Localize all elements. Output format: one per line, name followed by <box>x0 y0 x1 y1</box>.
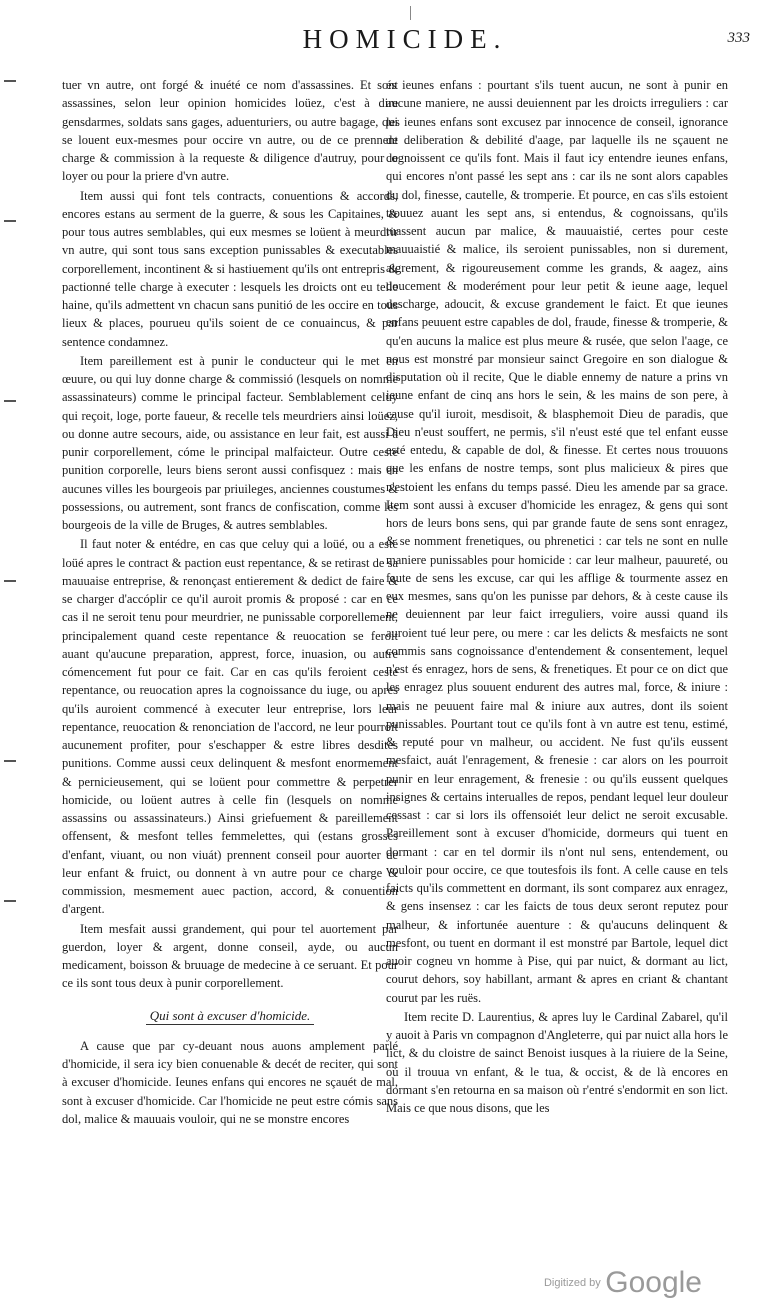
paragraph: Item aussi qui font tels contracts, conuentions & accords, encores estans au serment de la guerre, & sous les Capitaines, & pour tous autres semblables, qui eux mesmes se loüent à meurdrir vn autre, qui sont tous sans exception punissables & executables corporellement, incontinent & si hastiuement qu'ils ont entrepris & pactionné telle charge à executer : lesquels les droicts ont eu telle haine, qu'ils admettent vn chacun sans punitió de les occire en tous lieux & places, pourueu qu'ils soient de ce conuaincus, & par sentence condamnez. <box>62 188 398 349</box>
paragraph: Item recite D. Laurentius, & apres luy le Cardinal Zabarel, qu'il y auoit à Paris vn compagnon d'Angleterre, qui par nuict alla hors le lict, & du cloistre de sainct Benoist iusques à la riuiere de la Seine, où il trouua vn enfant, & le tua, & occist, & de là encores en dormant s'en retourna en sa maison où r'entré s'endormit en son lict. Mais ce que nous disons, que les <box>386 1009 728 1115</box>
margin-tick <box>4 400 16 402</box>
margin-tick <box>4 220 16 222</box>
paragraph: Il faut noter & entédre, en cas que celuy qui a loüé, ou a esté loüé apres le contract & paction eust repentance, & se retirast de sa mauuaise entreprise, & renonçast entierement & dedict de faire & se charger d'accóplir ce qu'il auroit promis & proposé : car en ce cas il ne seroit tenu pour meurdrier, ne punissable corporellement, principalement quand ceste repentance & reuocation se feroit auant qu'aucune preparation, apprest, force, inuasion, ou autre cómencement fut pour ce fait. Car en cas qu'ils feroient ceste repentance, ou reuocation apres la cognoissance du iuge, ou apres qu'ils auroient commencé à executer leur entreprise, lors leur repentance, reuocation & renonciation de l'accord, ne leur pourroit aucunement profiter, pour s'eschapper & estre libres desdites punitions. Comme aussi ceux delinquent & mesfont enormement & pernicieusement, qui se loüent pour commettre & perpetrer homicide, ou loüent autres à celle fin (lesquels on nomme assassins ou assassinateurs.) Ainsi griefuement & pareillement offensent, & mesfont telles femmelettes, qui (estans grosses d'enfant, viuant, ou non viuát) prennent conseil pour auorter de leur enfant & fruict, ou donnent à vn autre pour ce charge & commission, mesmement auec paction, accord, & conuention d'argent. <box>62 537 398 917</box>
paragraph: A cause que par cy-deuant nous auons amplement parlé d'homicide, il sera icy bien conuenable & decét de reciter, qui sont à excuser d'homicide. Ieunes enfans qui encores ne sçauét de mal, sont à excuser d'homicide. Car l'homicide ne peut estre cómis sans dol, malice & mauuais vouloir, qui ne se monstre encores <box>62 1038 398 1126</box>
section-heading <box>62 1007 398 1025</box>
margin-tick <box>4 80 16 82</box>
left-column <box>62 76 398 1129</box>
right-column <box>386 76 728 1118</box>
page-header <box>60 22 750 62</box>
paragraph: tuer vn autre, ont forgé & inuété ce nom d'assassines. Et sont assassines, selon leur opinion homicides loüez, c'est à dire gensdarmes, soldats sans gages, aduenturiers, ou autre bagage, qui se louent eux-mesmes pour occire vn autre, ou de ce prennent charge & commission à la requeste & diligence d'autruy, pour le loyer ou pour la priere d'vn autre. <box>62 78 398 184</box>
margin-tick <box>4 580 16 582</box>
left-margin-marks <box>0 60 26 960</box>
gutter-mark <box>410 6 411 20</box>
paragraph: Item mesfait aussi grandement, qui pour tel auortement par guerdon, loyer & argent, donne conseil, ayde, ou aucun medicament, boisson & bruuage de medecine à ce seruant. Et pour ce ils sont tous deux à punir corporellement. <box>62 921 398 991</box>
digitization-watermark <box>544 1266 702 1300</box>
running-title: HOMICIDE. <box>302 24 508 54</box>
page-number: 333 <box>727 30 750 46</box>
google-logo: Google <box>605 1266 702 1299</box>
margin-tick <box>4 900 16 902</box>
paragraph: Item pareillement est à punir le conducteur qui le met en œuure, ou qui luy donne charge & commissió (lesquels on nomme assassinateurs) comme le principal facteur. Semblablement celuy qui reçoit, loge, porte faueur, & recelle tels meurdriers ainsi loüez, ou donne autre secours, aide, ou assistance en leur fait, est aussi à punir corporellement, cóme le principal malfaicteur. Outre ceste punition corporelle, leurs biens seront aussi confisquez : mais en aucunes villes les bourgeois par priuileges, anciennes coustumes & possessions, ou autrement, sont francs de confiscation, comme les bourgeois de la ville de Bruges, & autres semblables. <box>62 353 398 532</box>
digitized-label: Digitized by <box>543 1277 601 1289</box>
margin-tick <box>4 760 16 762</box>
section-heading-text: Qui sont à excuser d'homicide. <box>146 1008 315 1025</box>
paragraph: és ieunes enfans : pourtant s'ils tuent aucun, ne sont à punir en aucune maniere, ne aussi deuiennent par les droicts irreguliers : car les ieunes enfans sont excusez par innocence de conseil, ignorance de deliberation & debilité d'aage, par laquelle ils ne sçauent ne cognoissent ce qu'ils font. Mais il faut icy entendre ieunes enfans, qui encores n'ont passé les sept ans : car ils ne sont alors capables du dol, finesse, cautelle, & tromperie. Et pource, en cas s'ils estoient trouuez auant les sept ans, si entendus, & cognoissans, qu'ils tuassent aucun par malice, & mauuaistié, certes pour ceste mauuaistié & malice, ils seroient punissables, non si durement, aigrement, & rigoureusement comme les grands, & aagez, ains doucement & moderément pour leur petit & ieune aage, lequel descharge, adoucit, & excuse grandement le faict. Et que ieunes enfans peuuent estre capables de dol, fraude, finesse & tromperie, & qu'en aucuns la malice est plus meure & rusée, que selon l'aage, ce nous est monstré par monsieur sainct Gregoire en son dialogue & disputation où il recite, Que le diable ennemy de nature a prins vn ieune enfant de cinq ans hors le sein, & les mains de son pere, à cause qu'il iuroit, mesdisoit, & blasphemoit Dieu de paradis, que Dieu n'eust souffert, ne permis, s'il n'eust esté que tel enfant eusse esté entedu, & capable de dol, & finesse. Et certes nous trouuons que les enfans de nostre temps, sont plus malicieux & pires que n'estoient les enfans du temps passé. Dieu les amende par sa grace. Item sont aussi à excuser d'homicide les enragez, & gens qui sont hors de leurs bons sens, qui par grande faute de sens sont enragez, & se nomment frenetiques, ou phrenetici : car tels ne sont en nulle maniere punissables pour homicide : car leur malheur, pauureté, ou faute de sens les excuse, car qui les afflige & tourmente assez en eux mesmes, sans qu'on les punisse par dehors, & à ceste cause ils ne deuiennent par leur faict irreguliers, voire aussi quand ils auroient tué leur pere, ou mere : car les delicts & mesfaicts ne sont commis sans cognoissance d'entendement & consentement, lequel n'est és enragez, hors de sens, & frenetiques. Et pour ce on dict que les enragez plus souuent endurent des autres mal, force, & iniure : mais ne peuuent faire mal & iniure aux autres, dont ils soient punissables. Pourtant tout ce qu'ils font à vn autre est tenu, estimé, & reputé pour vn malheur, ou accident. Ne fust qu'ils eussent mesfaict, auát l'enragement, & frenesie : car alors on les pourroit punir en leur enragement, & frenesie : ou qu'ils eussent quelques insignes & certains interualles de repos, pendant lequel leur douleur cessast : car si lors ils offensoiét leur delict ne seroit excusable. Pareillement sont à excuser d'homicide, dormeurs qui tuent en dormant : car en tel dormir ils n'ont nul sens, entendement, ou vouloir pour occire, ce que toutesfois ils font. A celle cause en tels faicts qu'ils commettent en dormant, ils sont comparez aux enragez, & gens insensez : car les faicts de tous deux seront reputez pour malheur, & infortunée auenture : & qu'aucuns delinquent & mesfont, ou tuent en dormant il est monstré par Bartole, lequel dict auoir cogneu vn homme à Pise, qui par nuict, & dormant au lict, courut dehors, soy habillant, armant & apres en criant & chantant courut par les ruës. <box>386 78 728 1005</box>
